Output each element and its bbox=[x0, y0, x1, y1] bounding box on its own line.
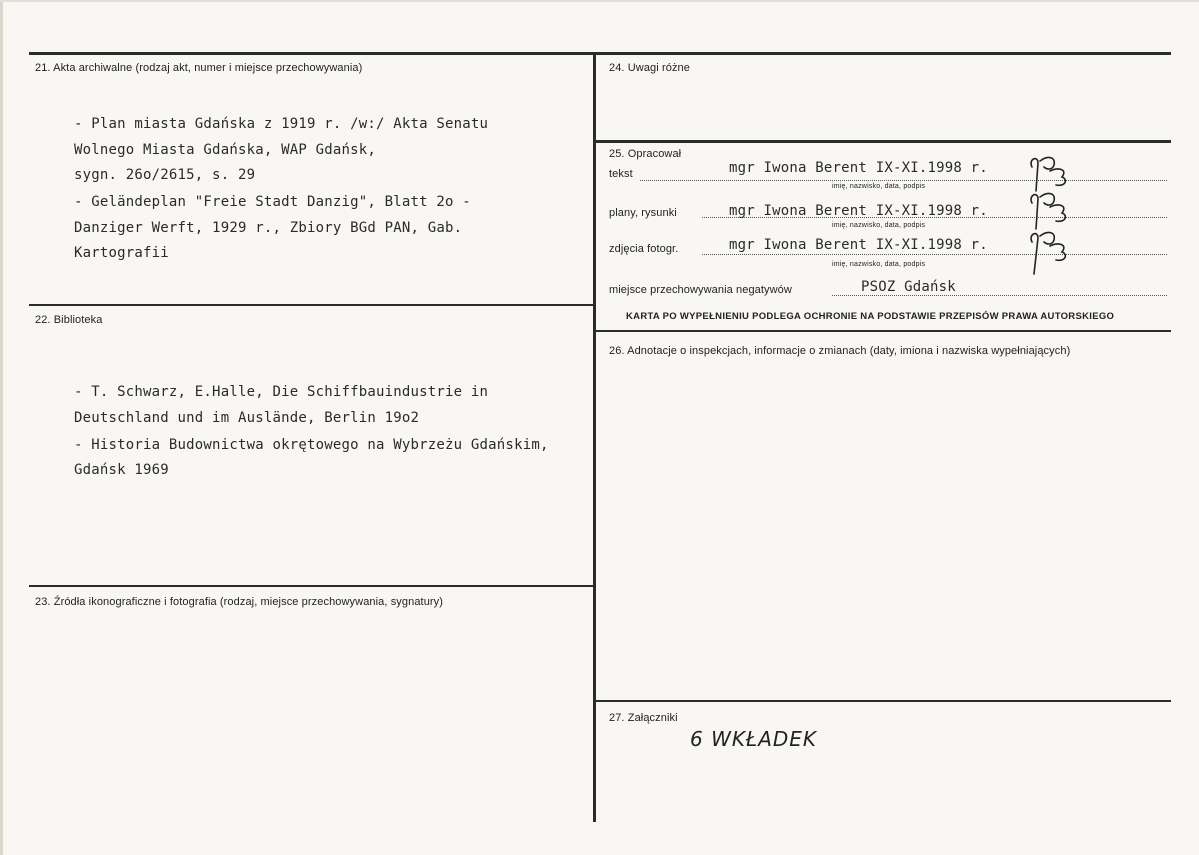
rule-24-25 bbox=[596, 140, 1171, 143]
photos-row-dotline bbox=[702, 254, 1167, 255]
section-21-line: sygn. 26o/2615, s. 29 bbox=[74, 167, 256, 183]
drawings-row-label: plany, rysunki bbox=[609, 207, 677, 219]
section-27-label: 27. Załączniki bbox=[609, 712, 678, 724]
top-rule bbox=[29, 52, 1171, 55]
negatives-value: PSOZ Gdańsk bbox=[861, 279, 956, 295]
section-24-label: 24. Uwagi różne bbox=[609, 62, 690, 74]
negatives-dotline bbox=[832, 295, 1167, 296]
section-22-line: Gdańsk 1969 bbox=[74, 462, 169, 478]
section-21-line: Danziger Werft, 1929 r., Zbiory BGd PAN, Gab. bbox=[74, 220, 463, 236]
card-edge-top bbox=[0, 0, 1199, 2]
section-21-line: Kartografii bbox=[74, 245, 169, 261]
section-21-line: Wolnego Miasta Gdańska, WAP Gdańsk, bbox=[74, 142, 377, 158]
section-23-label: 23. Źródła ikonograficzne i fotografia (rodzaj, miejsce przechowywania, sygnatury) bbox=[35, 596, 444, 608]
section-22-label: 22. Biblioteka bbox=[35, 314, 103, 326]
photos-row-value: mgr Iwona Berent IX-XI.1998 r. bbox=[729, 237, 988, 253]
signature-icon bbox=[1024, 189, 1078, 231]
negatives-label: miejsce przechowywania negatywów bbox=[609, 284, 792, 296]
section-21-label: 21. Akta archiwalne (rodzaj akt, numer i miejsce przechowywania) bbox=[35, 62, 363, 74]
attachments-handwritten: 6 WKŁADEK bbox=[690, 727, 818, 751]
drawings-row-caption: imię, nazwisko, data, podpis bbox=[832, 222, 926, 229]
author-row-caption: imię, nazwisko, data, podpis bbox=[832, 183, 926, 190]
center-divider bbox=[593, 52, 596, 822]
section-26-label: 26. Adnotacje o inspekcjach, informacje o zmianach (daty, imiona i nazwiska wypełniających) bbox=[609, 345, 1071, 357]
rule-25-26 bbox=[596, 330, 1171, 332]
author-row-label: tekst bbox=[609, 168, 633, 180]
signature-icon bbox=[1024, 153, 1078, 193]
signature-icon bbox=[1024, 228, 1078, 276]
card-edge bbox=[0, 0, 3, 855]
copyright-notice: KARTA PO WYPEŁNIENIU PODLEGA OCHRONIE NA PODSTAWIE PRZEPISÓW PRAWA AUTORSKIEGO bbox=[626, 311, 1115, 322]
photos-row-caption: imię, nazwisko, data, podpis bbox=[832, 261, 926, 268]
section-22-line: Deutschland und im Auslände, Berlin 19o2 bbox=[74, 410, 420, 426]
author-row-dotline bbox=[640, 180, 1167, 181]
section-21-line: - Geländeplan "Freie Stadt Danzig", Blatt 2o - bbox=[74, 194, 471, 210]
section-21-line: - Plan miasta Gdańska z 1919 r. /w:/ Akta Senatu bbox=[74, 116, 489, 132]
section-25-label: 25. Opracował bbox=[609, 148, 682, 160]
rule-22-23 bbox=[29, 585, 594, 587]
drawings-row-value: mgr Iwona Berent IX-XI.1998 r. bbox=[729, 203, 988, 219]
rule-21-22 bbox=[29, 304, 594, 306]
rule-26-27 bbox=[596, 700, 1171, 702]
section-22-line: - Historia Budownictwa okrętowego na Wybrzeżu Gdańskim, bbox=[74, 437, 549, 453]
section-22-line: - T. Schwarz, E.Halle, Die Schiffbauindustrie in bbox=[74, 384, 489, 400]
author-row-value: mgr Iwona Berent IX-XI.1998 r. bbox=[729, 160, 988, 176]
photos-row-label: zdjęcia fotogr. bbox=[609, 243, 679, 255]
